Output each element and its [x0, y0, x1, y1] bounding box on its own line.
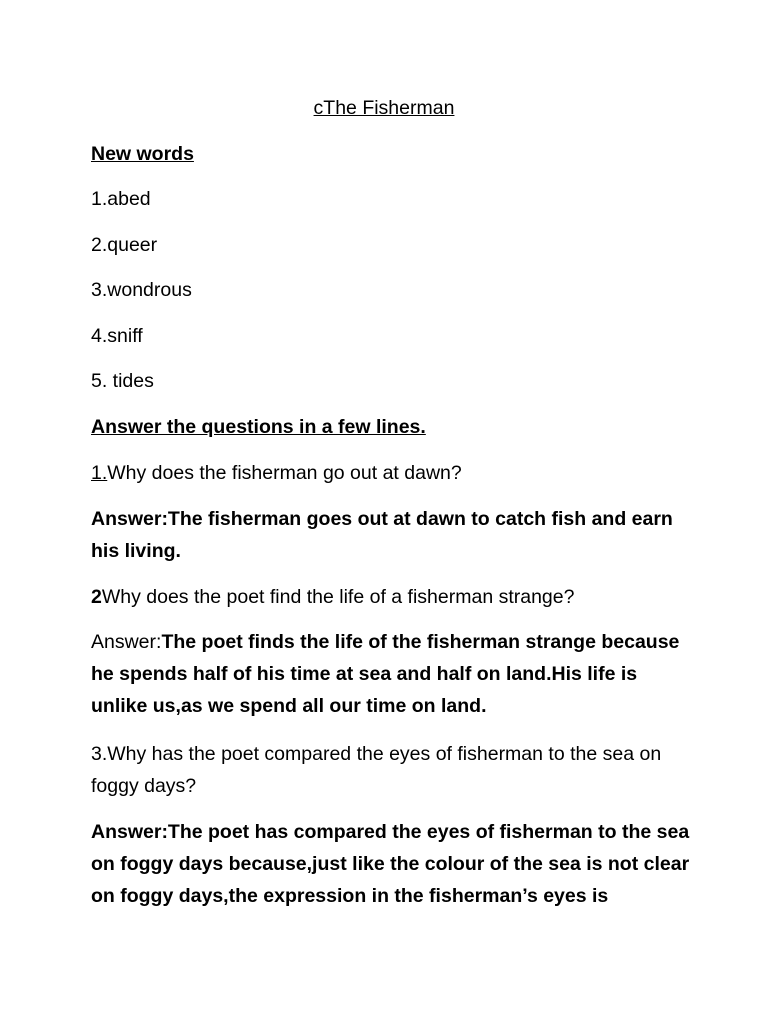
new-words-heading: New words: [91, 143, 194, 165]
new-word-item-5: 5. tides: [91, 370, 154, 392]
questions-heading: Answer the questions in a few lines.: [91, 416, 426, 438]
answer-2-text: The poet finds the life of the fisherman strange because he spends half of his time at sea and half on land.His life is unlike us,as we spend all our time on land.: [91, 631, 680, 717]
answer-1: Answer:The fisherman goes out at dawn to catch fish and earn his living.: [91, 508, 673, 562]
question-3: 3.Why has the poet compared the eyes of fisherman to the sea on foggy days?: [91, 743, 662, 797]
question-2-number: 2: [91, 586, 102, 608]
question-2: [91, 581, 691, 613]
new-word-item-3: 3.wondrous: [91, 279, 192, 301]
document-title: cThe Fisherman: [313, 97, 455, 119]
question-1: [91, 457, 691, 489]
new-word-item-1: 1.abed: [91, 188, 151, 210]
new-word-item-4: 4.sniff: [91, 325, 143, 347]
question-2-text: Why does the poet find the life of a fisherman strange?: [101, 586, 575, 608]
question-1-text: Why does the fisherman go out at dawn?: [107, 462, 462, 484]
question-1-number: 1.: [91, 462, 108, 484]
answer-2: [91, 626, 691, 722]
answer-3: Answer:The poet has compared the eyes of fisherman to the sea on foggy days because,just like the colour of the sea is not clear on foggy days,the expression in the fisherman’s eyes is: [91, 821, 690, 907]
answer-2-label: Answer:: [91, 631, 162, 653]
new-word-item-2: 2.queer: [91, 234, 158, 256]
